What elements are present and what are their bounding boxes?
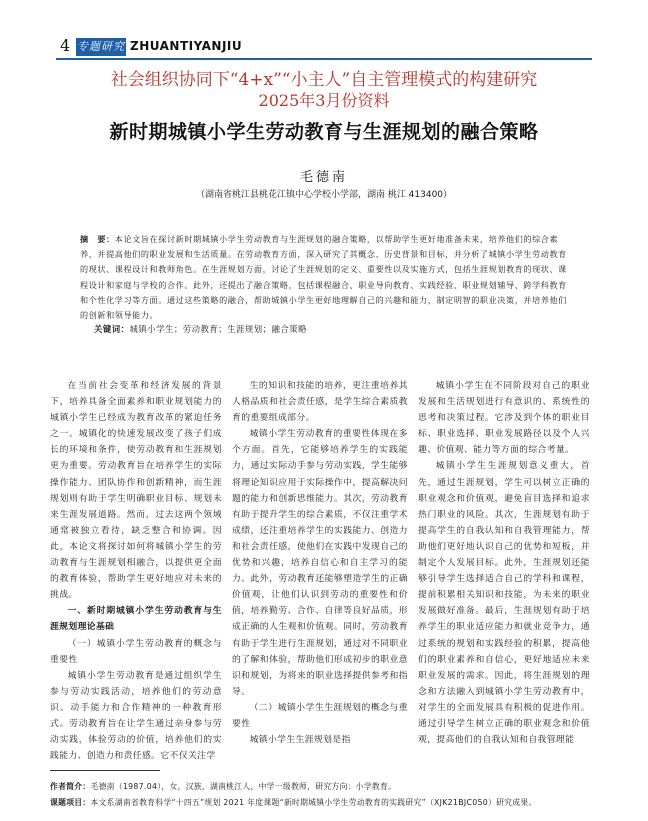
project-note <box>50 797 537 808</box>
body-paragraph: 在当前社会变革和经济发展的背景下，培养具备全面素养和职业规划能力的城镇小学生已经成为教育改革的紧迫任务之一。城镇化的快速发展改变了孩子们成长的环境和条件，使劳动教育和生涯规划更为重要。劳动教育旨在培养学生的实际操作能力、团队协作和创新精神，而生涯规划则有助于学生明确职业目标、规划未来生涯发展道路。然而，过去这两个领域通常被独立看待，缺乏整合和协调。因此，本论文将探讨如何将城镇小学生的劳动教育与生涯规划相融合，以提供更全面的教育体验，帮助学生更好地应对未来的挑战。 <box>50 381 222 601</box>
column-badge: 专题研究 <box>76 38 126 56</box>
body-paragraph: 城镇小学生劳动教育的重要性体现在多个方面。首先，它能够培养学生的实践能力，通过实际动手参与劳动实践，学生能够将理论知识应用于实际操作中，提高解决问题的能力和创新思维能力。其次，劳动教育有助于提升学生的综合素质，不仅注重学术成绩，还注重培养学生的实践能力、创造力和社会责任感，使他们在实践中发现自己的优势和兴趣，培养自信心和自主学习的能力。此外，劳动教育还能够塑造学生的正确价值观，让他们认识到劳动的重要性和价值，培养勤劳、合作、自律等良好品质，形成正确的人生观和价值观。同时，劳动教育有助于学生进行生涯规划，通过对不同职业的了解和体验，帮助他们形成初步的职业意识和规划，为将来的职业选择提供参考和指导。 <box>232 429 408 697</box>
author-note-text: 毛德南（1987.04），女，汉族，湖南桃江人，中学一级教师，研究方向：小学教育。 <box>90 782 397 791</box>
page-number: 4 <box>60 36 71 55</box>
article-title: 新时期城镇小学生劳动教育与生涯规划的融合策略 <box>109 121 539 143</box>
overlay-title-line2: 2025年3月份资料 <box>258 91 390 110</box>
article-author: 毛德南 <box>299 170 348 185</box>
body-column-2 <box>232 378 408 748</box>
footnote-rule <box>50 770 160 771</box>
body-paragraph: （一）城镇小学生劳动教育的概念与重要性 <box>50 638 222 665</box>
body-column-1 <box>50 378 222 764</box>
body-paragraph: 城镇小学生生涯规划是指 <box>249 735 351 746</box>
header-rule <box>56 58 592 60</box>
body-paragraph: 生的知识和技能的培养，更注重培养其人格品质和社会责任感，是学生综合素质教育的重要组成部分。 <box>232 381 408 424</box>
body-paragraph: 城镇小学生生涯规划意义重大，首先，通过生涯规划，学生可以树立正确的职业观念和价值观，避免盲目选择和追求热门职业的风险。其次，生涯规划有助于提高学生的自我认知和自我管理能力，帮助他们更好地认识自己的优势和短板，并制定个人发展目标。此外，生涯规划还能够引导学生选择适合自己的学科和课程，提前积累相关知识和技能，为未来的职业发展做好准备。最后，生涯规划有助于培养学生的职业适应能力和就业竞争力，通过系统的规划和实践经验的积累，提高他们的职业素养和自信心，更好地适应未来职业发展的需求。因此，将生涯规划的理念和方法融入到城镇小学生劳动教育中，对学生的全面发展具有积极的促进作用。通过引导学生树立正确的职业观念和价值观，提高他们的自我认知和自我管理能 <box>418 461 590 746</box>
body-column-3 <box>418 378 590 748</box>
author-note <box>50 781 396 792</box>
article-affiliation: （湖南省桃江县桃花江镇中心学校小学部，湖南 桃江 413400） <box>195 190 453 200</box>
abstract-text: 本论文旨在探讨新时期城镇小学生劳动教育与生涯规划的融合策略，以帮助学生更好地准备未来，培养他们的综合素养，并提高他们的职业发展和生活质量。在劳动教育方面，深入研究了其概念、历史背景和目标，并分析了城镇小学生劳动教育的现状、课程设计和教师角色。在生涯规划方面，讨论了生涯规划的定义、重要性以及实施方式，包括生涯规划教育的现状、课程设计和家庭与学校的合作。此外，还提出了融合策略，包括课程融合、职业导向教育、实践经验、职业规划辅导、跨学科教育和个性化学习等方面。通过这些策略的融合，帮助城镇小学生更好地理解自己的兴趣和能力，制定明智的职业决策，并培养他们的创新和领导能力。 <box>80 234 567 321</box>
project-note-label: 课题项目： <box>50 798 91 807</box>
author-note-label: 作者简介： <box>50 782 91 791</box>
series-label: ZHUANTIYANJIU <box>130 39 243 53</box>
keywords-text: 城镇小学生；劳动教育；生涯规划；融合策略 <box>129 324 307 334</box>
body-paragraph: 城镇小学生劳动教育是通过组织学生参与劳动实践活动，培养他们的劳动意识、动手能力和合作精神的一种教育形式。劳动教育旨在让学生通过亲身参与劳动实践，体验劳动的价值，培养他们的实践能力、创造力和责任感。它不仅关注学 <box>50 670 222 762</box>
body-paragraph: （二）城镇小学生生涯规划的概念与重要性 <box>232 702 408 729</box>
overlay-title-line1: 社会组织协同下“4+x”“小主人”自主管理模式的构建研究 <box>110 70 538 90</box>
keywords <box>94 323 564 335</box>
body-paragraph: 城镇小学生在不同阶段对自己的职业发展和生活规划进行有意识的、系统性的思考和决策过程。它涉及到个体的职业目标、职业选择、职业发展路径以及个人兴趣、价值观、能力等方面的综合考量。 <box>418 381 590 456</box>
project-note-text: 本文系湖南省教育科学“十四五”规划 2021 年度课题“新时期城镇小学生劳动教育的实践研究”（XJK21BJC050）研究成果。 <box>90 798 537 807</box>
section-heading: 一、新时期城镇小学生劳动教育与生涯规划理论基础 <box>50 606 222 633</box>
abstract <box>80 232 568 323</box>
abstract-label: 摘 要： <box>80 234 115 244</box>
keywords-label: 关键词： <box>94 324 130 334</box>
